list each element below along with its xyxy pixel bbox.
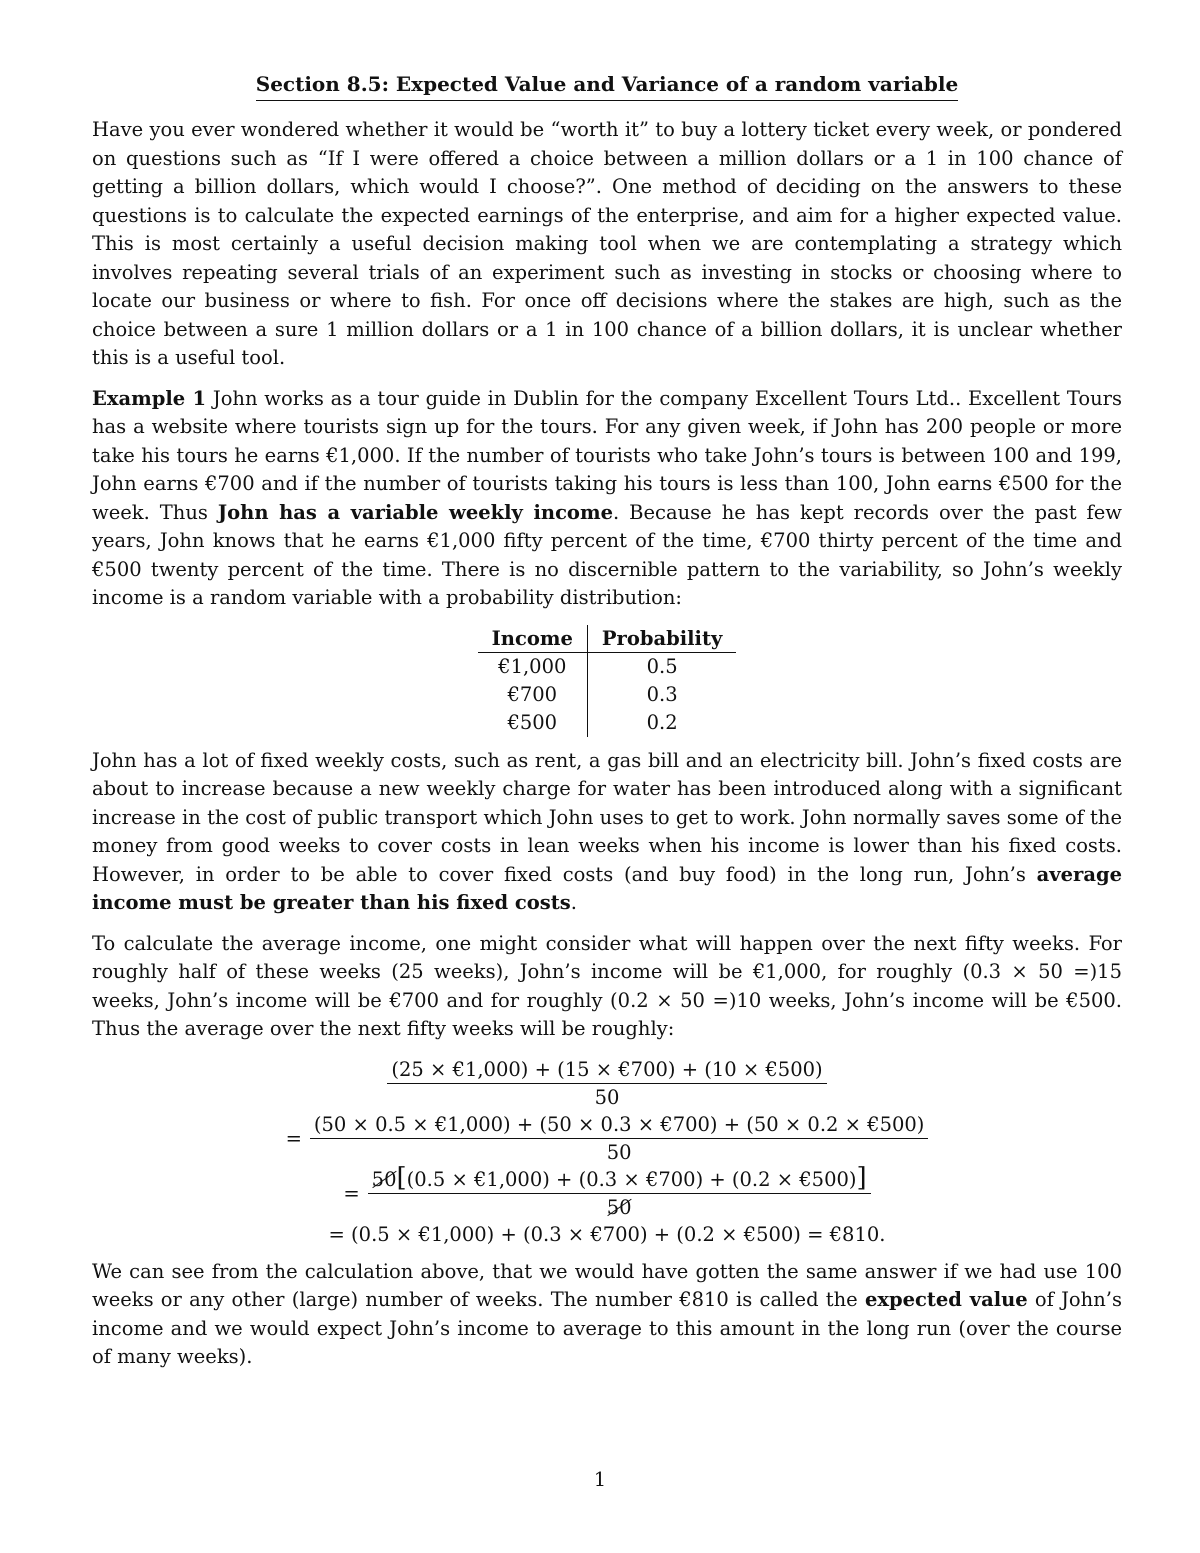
expected-value-emphasis: expected value [864, 1288, 1028, 1311]
section-title: Section 8.5: Expected Value and Variance of a random variable [92, 72, 1122, 96]
cancelled-factor: 50 [606, 1195, 632, 1219]
fraction: $\frac{(25 \times €1,000) + (15 \times €700) + (10 \times €500)}{50}$ [387, 1058, 826, 1109]
equation-line-3: = $\frac{50[(0.5 \times €1,000) + (0.3 \times €700) + (0.2 \times €500)]}{50}$ [92, 1168, 1122, 1219]
page-number: 1 [593, 1468, 607, 1491]
cancelled-factor: 50 [371, 1167, 397, 1191]
expected-value-derivation [92, 1058, 1122, 1246]
table-row [478, 681, 737, 709]
probability-cell: 0.5 [646, 654, 678, 678]
fraction: $\frac{(50 \times 0.5 \times €1,000) + (50 \times 0.3 \times €700) + (50 \times 0.2 \times €500)}{50}$ [310, 1113, 929, 1164]
example-paragraph: Example 1 John works as a tour guide in Dublin for the company Excellent Tours Ltd.. Excellent Tours has a website where tourists sign up for the tours. For any given week, if John has 200 people or more take his tours he earns €1,000. If the number of tourists who take John’s tours is between 100 and 199, John earns €700 and if the number of tourists taking his tours is less than 100, John earns €500 for the week. Thus John has a variable weekly income. Because he has kept records over the past few years, John knows that he earns €1,000 fifty percent of the time, €700 thirty percent of the time and €500 twenty percent of the time. There is no discernible pattern to the variability, so John’s weekly income is a random variable with a probability distribution: [92, 386, 1122, 609]
intro-paragraph: Have you ever wondered whether it would be “worth it” to buy a lottery ticket every week, or pondered on questions such as “If I were offered a choice between a million dollars or a 1 in 100 chance of getting a billion dollars, which would I choose?”. One method of deciding on the answers to these questions is to calculate the expected earnings of the enterprise, and aim for a higher expected value. This is most certainly a useful decision making tool when we are contemplating a strategy which involves repeating several trials of an experiment such as investing in stocks or choosing where to locate our business or where to fish. For once off decisions where the stakes are high, such as the choice between a sure 1 million dollars or a 1 in 100 chance of a billion dollars, it is unclear whether this is a useful tool. [92, 118, 1122, 369]
average-income-emphasis: average income must be greater than his fixed costs [92, 862, 1122, 914]
income-cell: €700 [478, 681, 588, 709]
table-row [478, 709, 737, 737]
table-row [478, 652, 737, 681]
income-cell: €1,000 [478, 652, 588, 681]
average-calculation-paragraph: To calculate the average income, one might consider what will happen over the next fifty weeks. For roughly half of these weeks (25 weeks), John’s income will be €1,000, for roughly (0.3 × 50 =)15 weeks, John’s income will be €700 and for roughly (0.2 × 50 =)10 weeks, John’s income will be €500. Thus the average over the next fifty weeks will be roughly: [92, 931, 1122, 1040]
fraction: $\frac{50[(0.5 \times €1,000) + (0.3 \times €700) + (0.2 \times €500)]}{50}$ [368, 1168, 871, 1219]
probability-header: Probability [587, 625, 736, 653]
expected-value-paragraph: We can see from the calculation above, that we would have gotten the same answer if we had use 100 weeks or any other (large) number of weeks. The number €810 is called the expected value of John’s income and we would expect John’s income to average to this amount in the long run (over the course of many weeks). [92, 1259, 1122, 1368]
equation-line-4: = (0.5 × €1,000) + (0.3 × €700) + (0.2 × €500) = €810. [328, 1222, 886, 1246]
probability-distribution-table [478, 625, 737, 737]
fixed-costs-paragraph: John has a lot of fixed weekly costs, such as rent, a gas bill and an electricity bill. John’s fixed costs are about to increase because a new weekly charge for water has been introduced along with a significant increase in the cost of public transport which John uses to get to work. John normally saves some of the money from good weeks to cover costs in lean weeks when his income is lower than his fixed costs. However, in order to be able to cover fixed costs (and buy food) in the long run, John’s average income must be greater than his fixed costs. [92, 748, 1122, 914]
variable-income-emphasis: John has a variable weekly income [217, 500, 613, 524]
example-label: Example 1 [92, 386, 207, 410]
probability-cell: 0.2 [646, 710, 678, 734]
probability-cell: 0.3 [646, 682, 678, 706]
equation-line-2: = $\frac{(50 \times 0.5 \times €1,000) + (50 \times 0.3 \times €700) + (50 \times 0.2 \times €500)}{50}$ [92, 1113, 1122, 1164]
income-cell: €500 [478, 709, 588, 737]
income-header: Income [478, 625, 588, 653]
table-header-row [478, 625, 737, 653]
equation-line-1 [92, 1058, 1122, 1109]
